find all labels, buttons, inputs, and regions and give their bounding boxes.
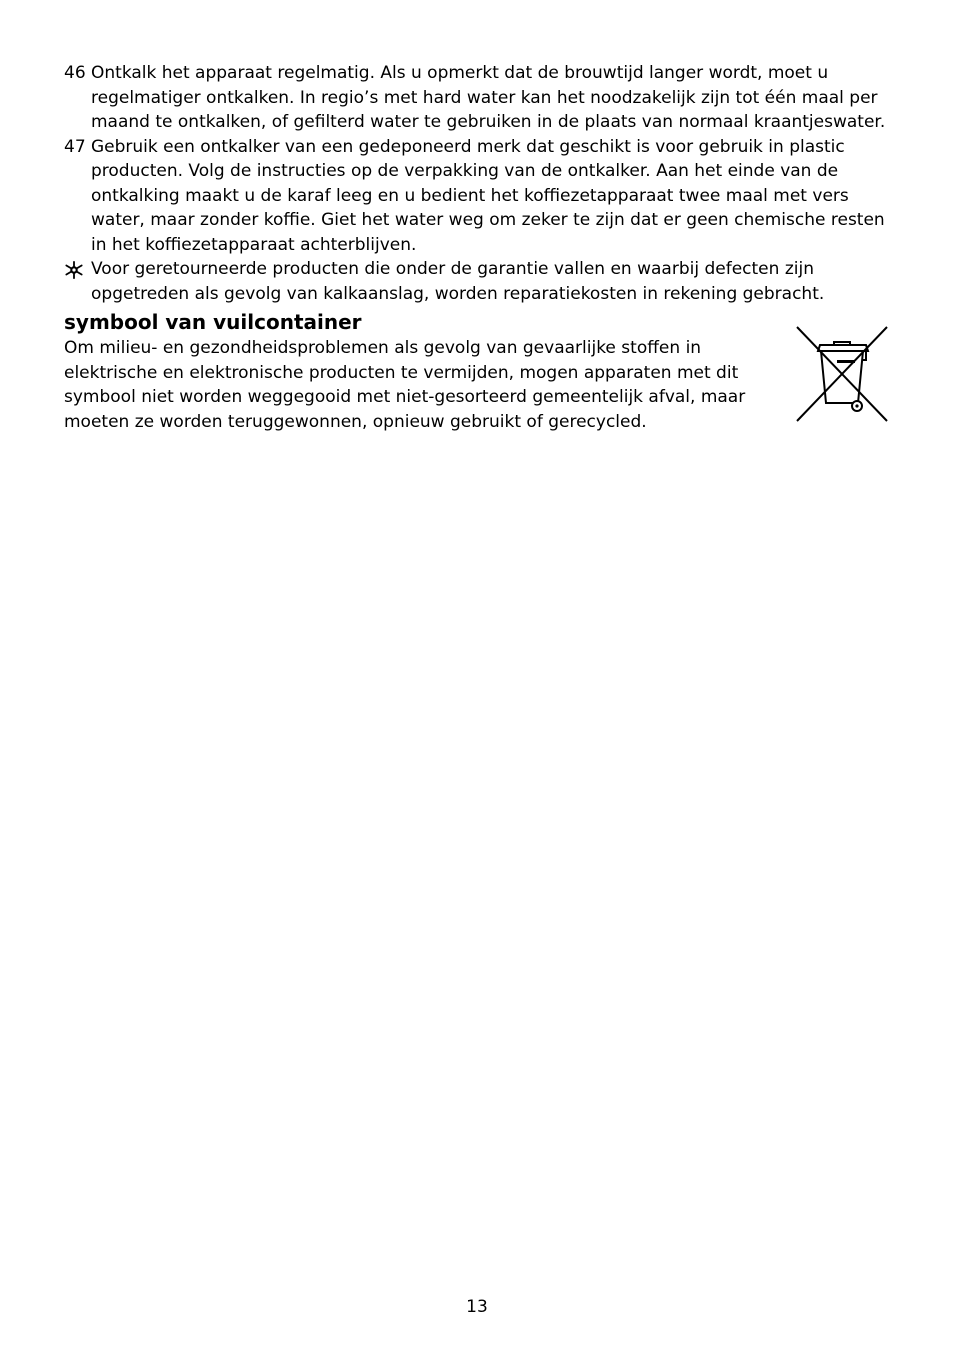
- instruction-item-47: [64, 135, 888, 258]
- item-number: 46: [64, 63, 86, 83]
- item-text: Ontkalk het apparaat regelmatig. Als u opmerkt dat de brouwtijd langer wordt, moet u regelmatiger ontkalken. In regio’s met hard water kan het noodzakelijk zijn tot één maal per maand te ontkalken, of gefilterd water te gebruiken in de plaats van normaal kraantjeswater.: [91, 63, 886, 132]
- page-content: [64, 61, 888, 434]
- item-number: 47: [64, 136, 86, 157]
- section-heading: symbool van vuilcontainer: [64, 310, 362, 334]
- crossed-out-wheelie-bin-icon: [794, 324, 890, 424]
- waste-symbol-section: [64, 336, 888, 434]
- page-number: 13: [466, 1297, 488, 1317]
- warning-item: [64, 257, 888, 306]
- instruction-item-46: [64, 61, 888, 135]
- section-paragraph: Om milieu- en gezondheidsproblemen als gevolg van gevaarlijke stoffen in elektrische en elektronische producten te vermijden, mogen apparaten met dit symbool niet worden weggegooid met niet-gesorteerd gemeentelijk afval, maar moeten ze worden teruggewonnen, opnieuw gebruikt of gerecycled.: [64, 338, 746, 432]
- warning-text: Voor geretourneerde producten die onder de garantie vallen en waarbij defecten zijn opgetreden als gevolg van kalkaanslag, worden reparatiekosten in rekening gebracht.: [91, 259, 825, 304]
- item-text: Gebruik een ontkalker van een gedeponeerd merk dat geschikt is voor gebruik in plastic producten. Volg de instructies op de verpakking van de ontkalker. Aan het einde van de ontkalking maakt u de karaf leeg en u bedient het koffiezetapparaat twee maal met vers water, maar zonder koffie. Giet het water weg om zeker te zijn dat er geen chemische resten in het koffiezetapparaat achterblijven.: [91, 136, 885, 255]
- warning-star-icon: [65, 261, 83, 279]
